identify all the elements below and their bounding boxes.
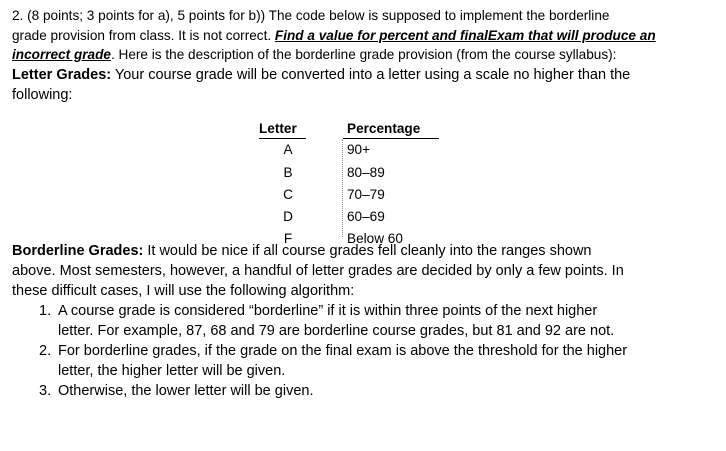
borderline-line-3: these difficult cases, I will use the following algorithm: xyxy=(12,282,355,299)
question-line-2 xyxy=(12,26,718,46)
list-number: 1. xyxy=(39,302,52,319)
grade-table xyxy=(259,120,449,246)
borderline-text-1: It would be nice if all course grades fell cleanly into the ranges shown xyxy=(143,242,592,259)
list-item xyxy=(12,301,718,341)
table-row xyxy=(259,209,449,229)
letter-grades-line-2: following: xyxy=(12,86,73,103)
list-number: 3. xyxy=(39,382,52,399)
row-letter: C xyxy=(283,186,293,202)
row-letter: A xyxy=(283,141,293,157)
row-letter: F xyxy=(283,230,293,246)
question-line-3 xyxy=(12,45,718,65)
header-underline-letter xyxy=(259,138,306,139)
document-body xyxy=(12,6,718,401)
question-line-2-prefix: grade provision from class. It is not correct. xyxy=(12,27,275,43)
task-instruction-part-2: incorrect grade xyxy=(12,47,111,62)
question-line-3-rest: . Here is the description of the borderline grade provision (from the course syllabus): xyxy=(110,47,617,62)
table-header-percentage: Percentage xyxy=(347,120,421,136)
table-row xyxy=(259,142,449,162)
question-intro xyxy=(12,6,718,65)
table-row xyxy=(259,187,449,207)
list-number: 2. xyxy=(39,342,52,359)
row-percentage: 80–89 xyxy=(347,164,385,180)
list-item-line-1: Otherwise, the lower letter will be given. xyxy=(58,382,314,399)
row-percentage: 90+ xyxy=(347,141,371,157)
borderline-line-2: above. Most semesters, however, a handful of letter grades are decided by only a few points. In xyxy=(12,262,624,279)
row-percentage: Below 60 xyxy=(347,230,403,246)
row-percentage: 70–79 xyxy=(347,186,385,202)
row-letter: B xyxy=(283,164,293,180)
header-underline-percentage xyxy=(343,138,439,139)
list-item-line-2: letter, the higher letter will be given. xyxy=(58,362,286,379)
algorithm-list xyxy=(12,301,718,401)
table-header-letter: Letter xyxy=(259,120,297,136)
list-item xyxy=(12,341,718,381)
table-row xyxy=(259,231,449,251)
list-item xyxy=(12,381,718,401)
borderline-label: Borderline Grades: xyxy=(12,242,144,259)
list-item-line-1: A course grade is considered “borderline” if it is within three points of the next higher xyxy=(58,302,598,319)
letter-grades-paragraph xyxy=(12,65,718,105)
letter-grades-text-1: Your course grade will be converted into a letter using a scale no higher than the xyxy=(111,66,631,83)
list-item-line-1: For borderline grades, if the grade on the final exam is above the threshold for the higher xyxy=(58,342,628,359)
list-item-line-2: letter. For example, 87, 68 and 79 are borderline course grades, but 81 and 92 are not. xyxy=(58,322,615,339)
row-letter: D xyxy=(283,208,293,224)
task-instruction-part-1: Find a value for percent and finalExam that will produce an xyxy=(274,27,656,43)
letter-grades-label: Letter Grades: xyxy=(12,66,112,83)
letter-grades-line-1 xyxy=(12,65,718,85)
row-percentage: 60–69 xyxy=(347,208,385,224)
question-line-1: 2. (8 points; 3 points for a), 5 points for b)) The code below is supposed to implement the borderline xyxy=(12,8,610,23)
table-row xyxy=(259,165,449,185)
